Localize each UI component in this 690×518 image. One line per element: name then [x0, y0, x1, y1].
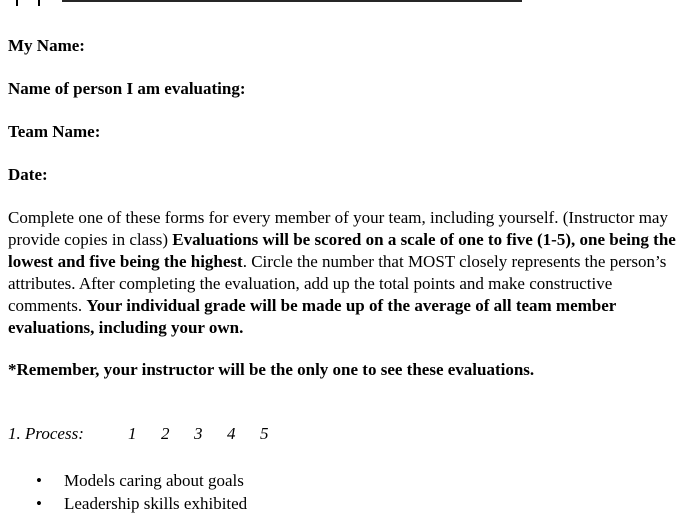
- criterion-process: [8, 424, 293, 444]
- scale-option-1[interactable]: 1: [128, 424, 137, 443]
- cropped-next-line: [64, 513, 344, 518]
- instructions-paragraph: [8, 207, 688, 339]
- team-name-label: Team Name:: [8, 122, 101, 141]
- list-item: [36, 469, 247, 492]
- cropped-header: [0, 0, 690, 6]
- instructions-scale-note: Evaluations will be scored on a scale of one to five (1-5), one being the lowest and five being the highest: [8, 230, 676, 271]
- bullet-icon: •: [36, 494, 42, 513]
- evaluating-label: Name of person I am evaluating:: [8, 79, 246, 98]
- criterion-bullet-list: [36, 469, 247, 515]
- instructions-text-2: . Circle the number that MOST closely represents the person’s attributes. After completing the evaluation, add up the total points and make constructive comments.: [8, 252, 667, 315]
- header-checkbox: [16, 0, 40, 6]
- date-label: Date:: [8, 165, 48, 184]
- bullet-text: Leadership skills exhibited: [64, 494, 248, 513]
- my-name-label: My Name:: [8, 36, 85, 55]
- instructions-grade-note: Your individual grade will be made up of the average of all team member evaluations, including your own.: [8, 296, 617, 337]
- scale-option-2[interactable]: 2: [161, 424, 170, 443]
- bullet-text: Models caring about goals: [64, 471, 244, 490]
- cropped-title-text: [62, 0, 522, 2]
- instructions-text-1: Complete one of these forms for every member of your team, including yourself. (Instructor may provide copies in class): [8, 208, 668, 249]
- scale-option-4[interactable]: 4: [227, 424, 236, 443]
- list-item: [36, 492, 247, 515]
- scale-option-3[interactable]: 3: [194, 424, 203, 443]
- criterion-label: 1. Process:: [8, 424, 84, 443]
- bullet-icon: •: [36, 471, 42, 490]
- scale-option-5[interactable]: 5: [260, 424, 269, 443]
- remember-note: *Remember, your instructor will be the only one to see these evaluations.: [8, 360, 535, 379]
